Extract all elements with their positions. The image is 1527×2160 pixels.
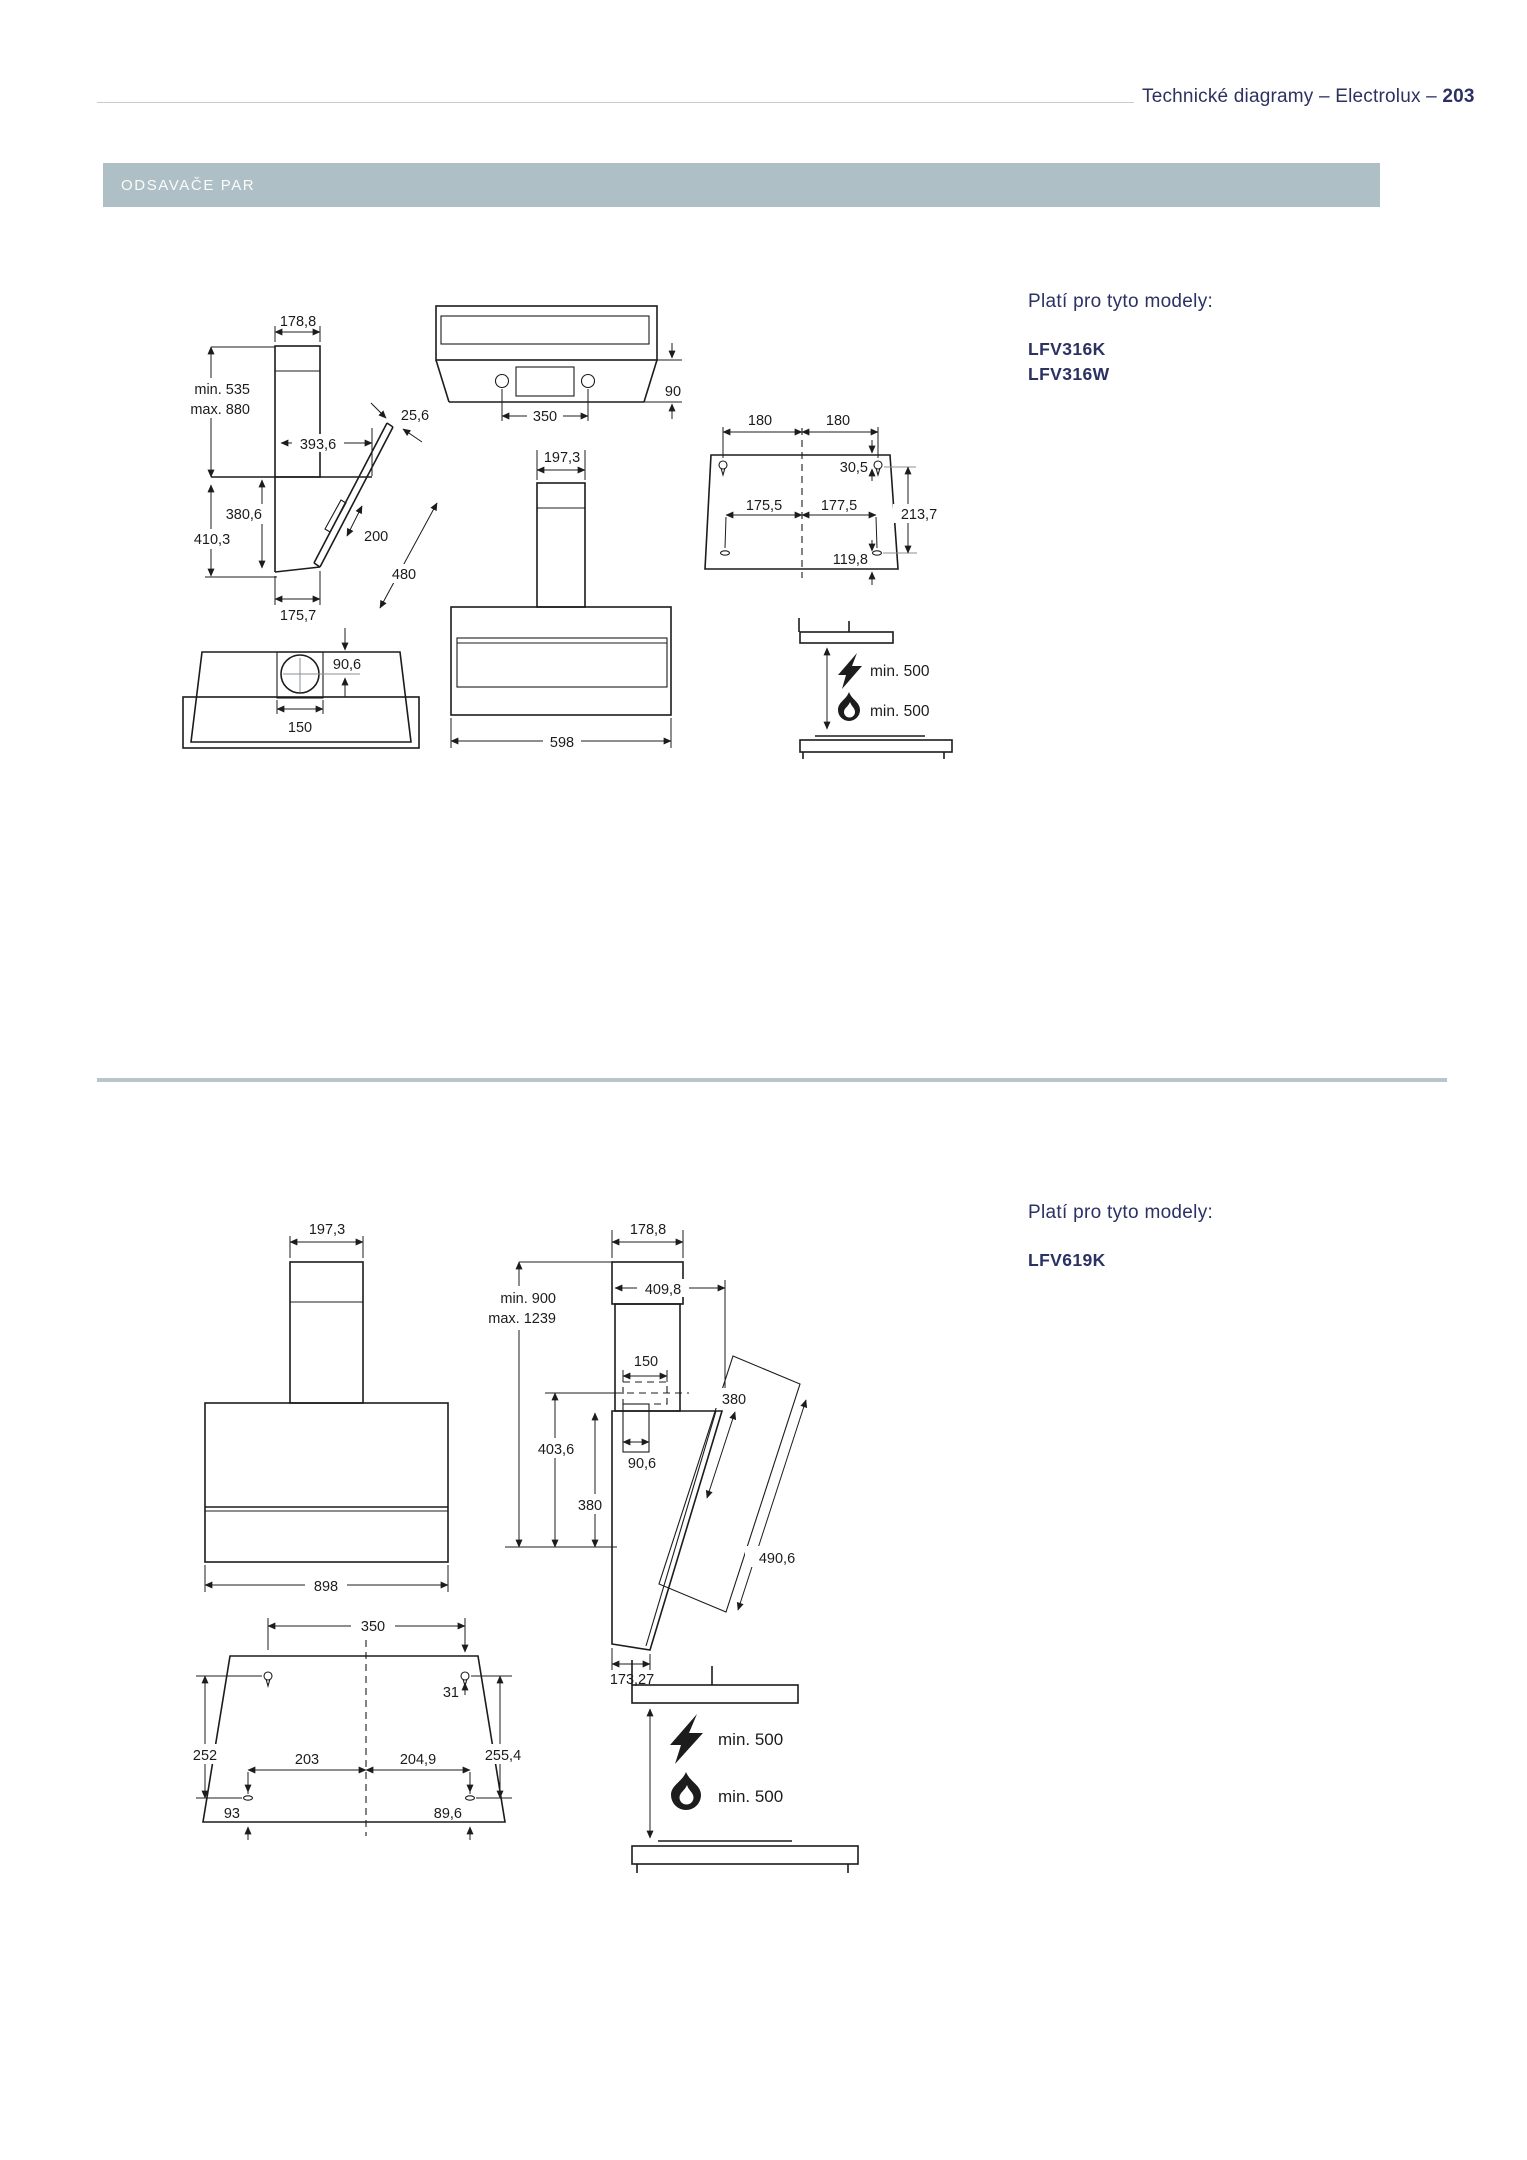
hood1-top-view-diagram <box>436 306 682 425</box>
hood1-bottom-view-diagram <box>183 628 419 748</box>
dim-bottom-right: 89,6 <box>433 1806 462 1822</box>
category-banner-label: ODSAVAČE PAR <box>121 176 256 194</box>
dim-height-max: max. 880 <box>190 402 250 418</box>
dim-depth-bottom: 175,7 <box>279 608 317 624</box>
hood1-front-view-diagram <box>451 450 671 751</box>
hood1-side-view-diagram <box>152 314 437 624</box>
dim-chimney-width: 178,8 <box>279 314 317 330</box>
dim-duct-offset: 90,6 <box>332 657 362 673</box>
dim-duct-offset: 90,6 <box>627 1456 657 1472</box>
model-name: LFV316W <box>1028 364 1110 384</box>
hood2-clearance-diagram <box>632 1660 858 1873</box>
dim-hole-right: 180 <box>825 413 851 429</box>
dim-height-front: 380,6 <box>225 507 262 523</box>
clearance-electric-label: min. 500 <box>718 1730 784 1749</box>
dim-top-offset: 30,5 <box>839 460 868 476</box>
dim-duct-height: 403,6 <box>537 1442 575 1458</box>
dim-bottom-offset: 119,8 <box>832 552 868 568</box>
model-name: LFV619K <box>1028 1250 1106 1270</box>
clearance-gas-label: min. 500 <box>718 1787 784 1806</box>
dim-duct-width: 150 <box>287 720 313 736</box>
hood2-front-view-diagram <box>205 1222 448 1595</box>
dim-depth: 393,6 <box>299 437 337 453</box>
flame-icon <box>671 1772 701 1810</box>
dim-row-spacing: 213,7 <box>900 507 938 523</box>
dim-bottom-left: 93 <box>223 1806 240 1822</box>
dim-hole-spacing: 350 <box>532 409 558 425</box>
dim-back-height: 380 <box>577 1498 603 1514</box>
dim-height-max: max. 1239 <box>488 1311 556 1327</box>
applies-label: Platí pro tyto modely: <box>1028 1202 1214 1223</box>
model-name: LFV316K <box>1028 339 1106 359</box>
dim-chimney-width: 197,3 <box>543 450 581 466</box>
hood2-mounting-template-diagram <box>180 1616 533 1840</box>
dim-width: 598 <box>549 735 575 751</box>
flame-icon <box>838 692 860 721</box>
dim-depth: 409,8 <box>644 1282 682 1298</box>
dim-mid-left: 203 <box>294 1752 320 1768</box>
hood2-side-view-diagram <box>452 1222 807 1688</box>
header-title: Technické diagramy – Electrolux – <box>1142 86 1443 107</box>
dim-glass-inner: 380 <box>721 1392 747 1408</box>
clearance-electric-label: min. 500 <box>870 663 930 680</box>
dim-hole-left: 180 <box>747 413 773 429</box>
lightning-icon <box>670 1714 703 1764</box>
applies-label: Platí pro tyto modely: <box>1028 291 1214 312</box>
dim-left-spacing: 252 <box>192 1748 218 1764</box>
dim-height-min: min. 900 <box>500 1291 556 1307</box>
dim-duct-width: 150 <box>633 1354 659 1370</box>
dim-depth-offset: 90 <box>664 384 682 400</box>
dim-glass-thickness: 25,6 <box>400 408 430 424</box>
dim-width: 898 <box>313 1579 339 1595</box>
dim-depth-bottom: 173,27 <box>609 1672 655 1688</box>
dim-mid-right: 177,5 <box>820 498 858 514</box>
hood1-mounting-template-diagram <box>705 413 945 585</box>
dim-mid-right: 204,9 <box>399 1752 437 1768</box>
page-number: 203 <box>1442 86 1475 107</box>
clearance-gas-label: min. 500 <box>870 703 930 720</box>
dim-height-total: 410,3 <box>193 532 231 548</box>
dim-height-min: min. 535 <box>194 382 250 398</box>
hood1-clearance-diagram <box>799 618 952 759</box>
dim-hole-spacing: 350 <box>360 1619 386 1635</box>
dim-top-offset: 31 <box>442 1685 459 1701</box>
dim-chimney-width: 197,3 <box>308 1222 346 1238</box>
dim-right-spacing: 255,4 <box>484 1748 522 1764</box>
lightning-icon <box>838 653 862 689</box>
dim-glass-length: 480 <box>391 567 417 583</box>
dim-glass-length: 490,6 <box>758 1551 796 1567</box>
dim-chimney-width: 178,8 <box>629 1222 667 1238</box>
dim-mid-left: 175,5 <box>745 498 783 514</box>
dim-handle: 200 <box>364 529 389 545</box>
